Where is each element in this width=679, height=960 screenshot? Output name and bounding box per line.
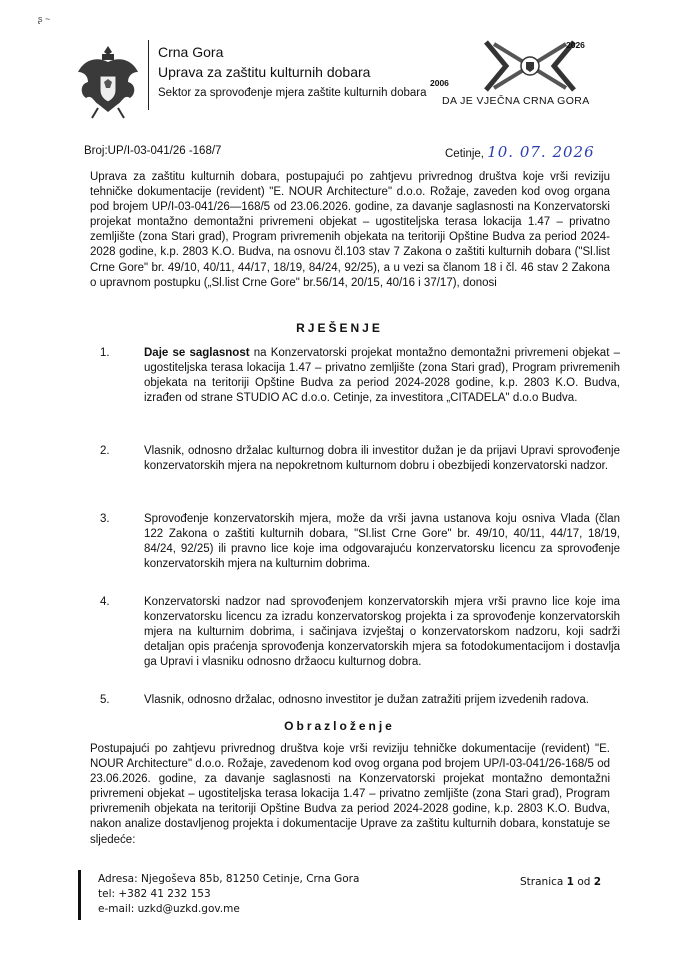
page-total: 2 — [593, 876, 602, 888]
item-bold-lead: Daje se saglasnost — [144, 347, 250, 359]
page-counter — [520, 876, 601, 888]
footer-email: e-mail: uzkd@uzkd.gov.me — [98, 903, 240, 915]
item-number: 3. — [100, 513, 110, 525]
intro-paragraph: Uprava za zaštitu kulturnih dobara, postupajući po zahtjevu privrednog društva koje vrši reviziju tehničke dokumentacije (revident) "E. NOUR Architecture" d.o.o. Rožaje, zaveden kod ovog organa pod brojem UP/I-03-041/26—168/5 od 23.06.2026. godine, za davanje saglasnosti na Konzervatorski projekat montažno demontažni privremeni objekat – ugostiteljska terasa lokacija 1.47 – privatno zemljište (zona Stari grad), Program privremenih objekata na teritoriji Opštine Budva za period 2024-2028 godine, k.p. 2803 K.O. Budva, na osnovu čl.103 stav 7 Zakona o zaštiti kulturnih dobara ("Sl.list Crne Gore" br. 49/10, 40/11, 44/17, 18/19, 84/24, 92/25), a u vezi sa članom 18 i čl. 46 stav 2 Zakona o upravnom postupku („Sl.list Crne Gore" br.56/14, 20/15, 40/16 i 37/17), donosi — [90, 171, 610, 289]
handwritten-date: 10. 07. 2026 — [487, 143, 595, 161]
item-number: 1. — [100, 347, 110, 359]
decision-item — [100, 444, 620, 474]
footer-contact — [98, 872, 359, 917]
letterhead — [74, 38, 634, 118]
coat-of-arms-icon — [74, 42, 142, 120]
place-date — [445, 143, 595, 161]
reasoning-paragraph: Postupajući po zahtjevu privrednog društva koje vrši reviziju tehničke dokumentacije (revident) "E. NOUR Architecture" d.o.o. Rožaje, zavedenom kod ovog organa pod brojem UP/I-03-041/26-168/5 od 23.06.2026. godine, za davanje saglasnosti na Konzervatorski projekat montažno demontažni privremeni objekat – ugostiteljska terasa lokacija 1.47 – privatno zemljište (zona Stari grad), Program privremenih objekata na teritoriji Opštine Budva za period 2024-2028 godine, k.p. 2803 K.O. Budva, nakon analize dostavljenog projekta i dokumentacije Uprave za zaštitu kulturnih dobara, konstatuje se sljedeće: — [90, 743, 610, 846]
item-number: 2. — [100, 445, 110, 457]
page-of: od — [577, 876, 591, 888]
org-agency: Uprava za zaštitu kulturnih dobara — [158, 64, 371, 80]
item-text — [144, 346, 620, 406]
decision-item — [100, 693, 620, 708]
footer-divider — [78, 870, 81, 920]
place-label: Cetinje, — [445, 148, 484, 160]
margin-scribble: ʂ ~ — [38, 14, 51, 24]
footer-phone: tel: +382 41 232 153 — [98, 888, 211, 900]
reference-number: Broj:UP/I-03-041/26 -168/7 — [84, 145, 222, 157]
logo-year-left: 2006 — [430, 78, 449, 88]
item-text: Vlasnik, odnosno držalac kulturnog dobra ili investitor dužan je da prijavi Upravi sprovođenje konzervatorskih mjera na nepokretnom kulturnom dobru i obezbijedi konzervatorski nadzor. — [144, 445, 620, 473]
org-country: Crna Gora — [158, 44, 224, 60]
page-current: 1 — [566, 876, 574, 888]
item-number: 4. — [100, 596, 110, 608]
reasoning-heading: Obrazloženje — [284, 719, 395, 733]
page-label: Stranica — [520, 876, 564, 888]
footer-address: Adresa: Njegoševa 85b, 81250 Cetinje, Crna Gora — [98, 873, 360, 885]
item-text: Konzervatorski nadzor nad sprovođenjem konzervatorskih mjera vrši pravno lice koje ima konzervatorsku licencu za izradu konzervatorskog projekta i za sprovođenje konzervatorskih mjera na kulturnim dobrima, i sačinjava izvještaj o konzervatorskom nadzoru, koji sadrži detaljan opis praćenja sprovođenja konzervatorskih mjera sa fotodokumentacijom i dostavlja ga Upravi i vlasniku odnosno držaocu kulturnog dobra. — [144, 596, 620, 669]
decision-heading: RJEŠENJE — [296, 321, 383, 335]
decision-item — [100, 595, 620, 670]
item-text-body: na Konzervatorski projekat montažno demontažni privremeni objekat – ugostiteljska terasa lokacija 1.47 – privatno zemljište (zona Stari grad), Program privremenih objekata na teritoriji Opštine Budva za period 2024-2028 godine, k.p. 2803 K.O. Budva, izrađen od strane STUDIO AC d.o.o. Cetinje, za investitora „CITADELA" d.o.o Budva. — [144, 347, 620, 405]
logo-year-right: 2026 — [566, 40, 585, 50]
decision-item — [100, 512, 620, 572]
organization-name — [158, 42, 426, 103]
header-divider — [148, 40, 149, 110]
org-sector: Sektor za sprovođenje mjera zaštite kulturnih dobara — [158, 87, 427, 99]
logo-motto: DA JE VJEČNA CRNA GORA — [442, 95, 590, 107]
item-text: Sprovođenje konzervatorskih mjera, može da vrši javna ustanova koju osniva Vlada (član 122 Zakona o zaštiti kulturnih dobara, "Sl.list Crne Gore" br. 49/10, 40/11, 44/17, 18/19, 84/24, 92/25) ili pravno lice koje ima odgovarajuću konzervatorsku licencu za sprovođenje konzervatorskih mjera na kulturnim dobrima. — [144, 513, 620, 571]
item-number: 5. — [100, 694, 110, 706]
item-text: Vlasnik, odnosno držalac, odnosno investitor je dužan zatražiti prijem izvedenih radova. — [144, 694, 589, 706]
decision-item — [100, 346, 620, 406]
